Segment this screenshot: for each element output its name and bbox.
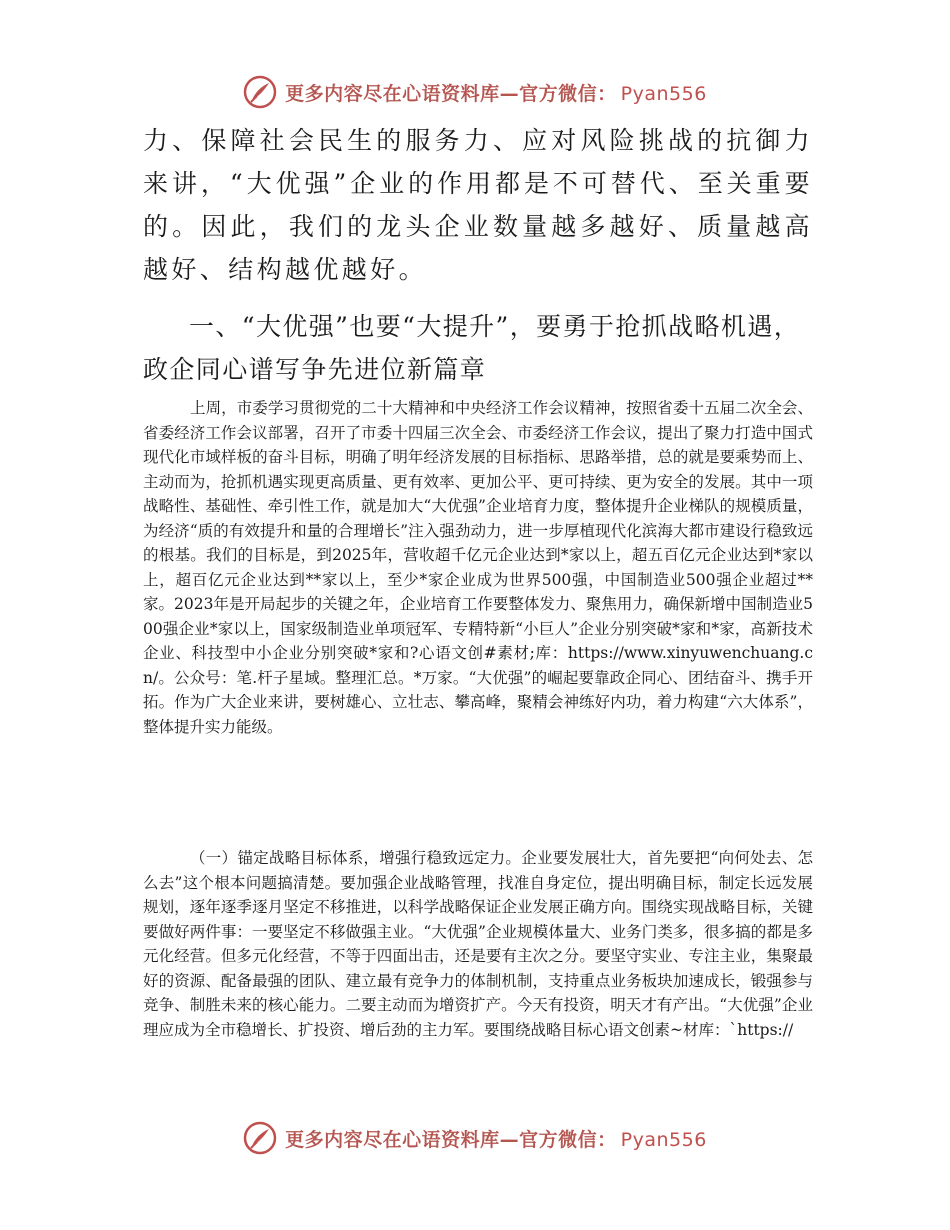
banner-text: 更多内容尽在心语资料库—官方微信： Pyan556 bbox=[285, 1128, 707, 1151]
body-paragraph: 上周，市委学习贯彻党的二十大精神和中央经济工作会议精神，按照省委十五届二次全会、省委经济工作会议部署，召开了市委十四届三次全会、市委经济工作会议，提出了聚力打造中国式现代化市域样板的奋斗目标，明确了明年经济发展的目标指标、思路举措，总的就是要乘势而上、主动而为，抢抓机遇实现更高质量、更有效率、更加公平、更可持续、更为安全的发展。其中一项战略性、基础性、牵引性工作，就是加大“大优强”企业培育力度，整体提升企业梯队的规模质量，为经济“质的有效提升和量的合理增长”注入强劲动力，进一步厚植现代化滨海大都市建设行稳致远的根基。我们的目标是，到2025年，营收超千亿元企业达到*家以上，超五百亿元企业达到*家以上，超百亿元企业达到**家以上，至少*家企业成为世界500强，中国制造业500强企业超过**家。2023年是开局起步的关键之年，企业培育工作要整体发力、聚焦用力，确保新增中国制造业500强企业*家以上，国家级制造业单项冠军、专精特新“小巨人”企业分别突破*家和*家，高新技术企业、科技型中小企业分别突破*家和?心语文创#素材;库：https://www.xinyuwenchuang.cn/。公众号：笔.杆子星域。整理汇总。*万家。“大优强”的崛起要靠政企同心、团结奋斗、携手开拓。作为广大企业来讲，要树雄心、立壮志、攀高峰，聚精会神练好内功，着力构建“六大体系”，整体提升实力能级。 bbox=[143, 399, 813, 736]
feather-pen-logo-icon bbox=[243, 75, 277, 109]
section-heading: 一、“大优强”也要“大提升”，要勇于抢抓战略机遇，政企同心谱写争先进位新篇章 bbox=[143, 312, 801, 384]
footer-watermark-banner bbox=[0, 1116, 950, 1160]
wechat-id: Pyan556 bbox=[620, 1128, 707, 1151]
header-watermark-banner bbox=[0, 70, 950, 114]
wechat-id: Pyan556 bbox=[620, 82, 707, 105]
lead-paragraph: 力、保障社会民生的服务力、应对风险挑战的抗御力来讲，“大优强”企业的作用都是不可替代、至关重要的。因此，我们的龙头企业数量越多越好、质量越高越好、结构越优越好。 bbox=[143, 126, 813, 284]
banner-text: 更多内容尽在心语资料库—官方微信： Pyan556 bbox=[285, 82, 707, 105]
body-paragraph: （一）锚定战略目标体系，增强行稳致远定力。企业要发展壮大，首先要把“向何处去、怎么去”这个根本问题搞清楚。要加强企业战略管理，找准自身定位，提出明确目标，制定长远发展规划，逐年逐季逐月坚定不移推进，以科学战略保证企业发展正确方向。围绕实现战略目标，关键要做好两件事：一要坚定不移做强主业。“大优强”企业规模体量大、业务门类多，很多搞的都是多元化经营。但多元化经营，不等于四面出击，还是要有主次之分。要坚守实业、专注主业，集聚最好的资源、配备最强的团队、建立最有竞争力的体制机制，支持重点业务板块加速成长，锻强参与竞争、制胜未来的核心能力。二要主动而为增资扩产。今天有投资，明天才有产出。“大优强”企业理应成为全市稳增长、扩投资、增后劲的主力军。要围绕战略目标心语文创素~材库：`https:// bbox=[143, 849, 813, 1039]
feather-pen-logo-icon bbox=[243, 1121, 277, 1155]
